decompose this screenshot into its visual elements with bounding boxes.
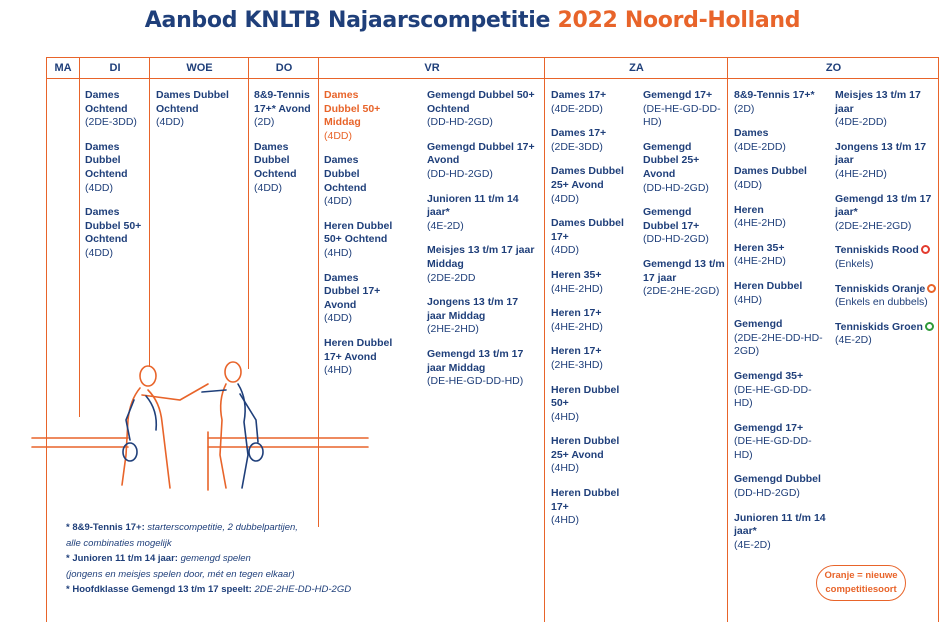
- competition-code: (4DE-2DD): [835, 116, 887, 129]
- competition-entry: [551, 384, 633, 425]
- competition-entry: [643, 206, 725, 247]
- competition-name: Meisjes 13 t/m 17 jaar Middag: [427, 244, 535, 270]
- footnote-text: gemengd spelen: [177, 553, 251, 564]
- competition-entry: [734, 280, 828, 307]
- competition-name: Meisjes 13 t/m 17 jaar: [835, 89, 921, 115]
- header-ma: MA: [54, 62, 72, 74]
- footnote-term: * Hoofdklasse Gemengd 13 t/m 17 speelt:: [66, 584, 252, 595]
- footnote-line: [66, 551, 351, 567]
- competition-name: Gemengd Dubbel 50+ Ochtend: [427, 89, 535, 115]
- header-di: DI: [109, 62, 121, 74]
- footnote-text: starterscompetitie, 2 dubbelpartijen,: [144, 522, 298, 533]
- competition-code: (4HD): [324, 364, 352, 377]
- competition-code: (2DE-2HE-DD-HD-2GD): [734, 331, 823, 358]
- competition-entry: [643, 258, 725, 299]
- competition-name: Gemengd 35+: [734, 369, 804, 382]
- competition-entry: [835, 244, 937, 271]
- header-vr: VR: [424, 62, 440, 74]
- green-ball-icon: [925, 322, 934, 331]
- competition-name: Dames Dubbel Ochtend: [324, 154, 367, 194]
- competition-entry: [835, 283, 937, 310]
- competition-code: (4HE-2HD): [734, 217, 786, 230]
- competition-entry: [551, 269, 633, 296]
- orange-ball-icon: [927, 284, 936, 293]
- divider-di-woe: [149, 57, 150, 367]
- competition-entry: [734, 127, 828, 154]
- competition-code: (4DD): [551, 244, 579, 257]
- competition-code: (2HE-2HD): [427, 323, 479, 336]
- competition-entry: [427, 89, 537, 130]
- competition-code: (Enkels): [835, 257, 874, 270]
- competition-name: Dames Dubbel Ochtend: [85, 140, 128, 180]
- competition-name: Dames Dubbel 50+ Ochtend: [85, 206, 142, 246]
- competition-name: Dames Dubbel 17+ Avond: [324, 271, 381, 311]
- competition-name: Heren Dubbel 50+: [551, 383, 620, 410]
- competition-name: Gemengd 13 t/m 17 jaar Middag: [427, 347, 524, 374]
- competition-entry: [734, 165, 828, 192]
- divider-vr-za: [544, 57, 545, 622]
- competition-entry: [734, 89, 828, 116]
- competition-name: Jongens 13 t/m 17 jaar: [835, 140, 927, 167]
- competition-name: Heren: [734, 203, 764, 216]
- competition-entry: [835, 89, 937, 130]
- footnote-term: * Junioren 11 t/m 14 jaar:: [66, 553, 178, 564]
- competition-code: (4HE-2HD): [734, 255, 786, 268]
- competition-entry: [254, 89, 317, 130]
- header-zo: ZO: [825, 62, 842, 74]
- competition-name: Dames Dubbel 50+ Middag: [324, 89, 381, 129]
- competition-entry: [734, 242, 828, 269]
- competition-name: Gemengd Dubbel 25+ Avond: [643, 140, 700, 180]
- footnote-line: [66, 536, 351, 552]
- competition-code: (2DE-3DD): [85, 116, 137, 129]
- competition-code: (DE-HE-GD-DD-HD): [643, 102, 721, 129]
- footnotes: [66, 520, 351, 598]
- competition-code: (4DD): [324, 129, 352, 142]
- footnote-text: (jongens en meisjes spelen door, mét en tegen elkaar): [66, 568, 295, 580]
- competition-entry: [835, 141, 937, 182]
- page-title: [0, 8, 945, 33]
- competition-name: Dames Dubbel 17+: [551, 217, 624, 243]
- divider-woe-do: [248, 57, 249, 369]
- competition-name: Dames: [734, 127, 769, 140]
- competition-name: Tenniskids Rood: [835, 244, 937, 258]
- competition-entry: [427, 296, 537, 337]
- header-divider: [46, 78, 939, 79]
- competition-code: (2D): [734, 102, 755, 115]
- legend-line2: competitiesoort: [825, 584, 897, 595]
- competition-code: (4HE-2HD): [551, 320, 603, 333]
- competition-name: Heren Dubbel: [734, 279, 803, 292]
- competition-entry: [85, 141, 147, 195]
- competition-entry: [427, 348, 537, 389]
- title-main: Aanbod KNLTB Najaarscompetitie: [144, 8, 558, 33]
- competition-name: Gemengd 13 t/m 17 jaar: [643, 257, 725, 284]
- footnote-text: alle combinaties mogelijk: [66, 537, 172, 549]
- tennis-players-illustration: [30, 360, 370, 510]
- competition-code: (DE-HE-GD-DD-HD): [427, 375, 524, 388]
- competition-code: (DD-HD-2GD): [427, 116, 493, 129]
- column-vr-right: [427, 89, 537, 400]
- competition-entry: [551, 307, 633, 334]
- column-zo-right: [835, 89, 937, 359]
- competition-code: (2DE-3DD): [551, 140, 603, 153]
- header-do: DO: [275, 62, 293, 74]
- column-do: [254, 89, 317, 206]
- competition-code: (4HD): [324, 246, 352, 259]
- competition-entry: [551, 435, 633, 476]
- competition-name: Heren 35+: [551, 268, 602, 281]
- competition-entry: [427, 244, 537, 285]
- competition-name: Junioren 11 t/m 14 jaar*: [427, 192, 519, 219]
- competition-name: Dames 17+: [551, 89, 607, 101]
- competition-code: (4DD): [85, 246, 113, 259]
- competition-entry: [85, 206, 147, 260]
- competition-code: (2DE-2DD: [427, 271, 476, 284]
- competition-code: (DE-HE-GD-DD-HD): [734, 383, 812, 410]
- legend-badge: [816, 565, 906, 601]
- competition-code: (2DE-2HE-2GD): [643, 285, 720, 298]
- competition-name: Gemengd Dubbel: [734, 473, 821, 486]
- competition-code: (DD-HD-2GD): [427, 167, 493, 180]
- competition-code: (Enkels en dubbels): [835, 296, 928, 309]
- competition-entry: [324, 89, 396, 143]
- competition-code: (4HE-2HD): [551, 282, 603, 295]
- competition-name: Gemengd Dubbel 17+: [643, 206, 700, 232]
- competition-code: (4E-2D): [427, 219, 464, 232]
- competition-name: Gemengd: [734, 318, 783, 331]
- competition-code: (4DD): [156, 116, 184, 129]
- competition-entry: [835, 193, 937, 234]
- competition-name: Heren Dubbel 25+ Avond: [551, 435, 620, 461]
- red-ball-icon: [921, 245, 930, 254]
- footnote-term: * 8&9-Tennis 17+:: [66, 522, 145, 533]
- title-region: 2022 Noord-Holland: [557, 8, 801, 33]
- competition-code: (4DE-2DD): [734, 140, 786, 153]
- column-vr-left: [324, 89, 396, 389]
- competition-name: Heren Dubbel 17+ Avond: [324, 336, 393, 363]
- competition-entry: [734, 473, 828, 500]
- competition-name: Dames Ochtend: [85, 89, 128, 115]
- competition-code: (4DD): [734, 178, 762, 191]
- competition-entry: [551, 217, 633, 258]
- competition-entry: [156, 89, 246, 130]
- competition-name: 8&9-Tennis 17+*: [734, 89, 815, 101]
- competition-code: (DD-HD-2GD): [643, 181, 709, 194]
- competition-entry: [734, 422, 828, 463]
- competition-name: Heren 17+: [551, 345, 602, 358]
- column-woe: [156, 89, 246, 141]
- competition-code: (4HD): [551, 514, 579, 527]
- header-woe: WOE: [186, 62, 213, 74]
- competition-code: (4HD): [734, 293, 762, 306]
- competition-entry: [551, 345, 633, 372]
- competition-code: (4DE-2DD): [551, 102, 603, 115]
- competition-code: (2HE-3HD): [551, 358, 603, 371]
- competition-name: 8&9-Tennis 17+* Avond: [254, 89, 311, 115]
- competition-name: Gemengd 17+: [643, 89, 713, 101]
- competition-code: (DE-HE-GD-DD-HD): [734, 435, 812, 461]
- competition-code: (2DE-2HE-2GD): [835, 219, 912, 232]
- column-za-left: [551, 89, 633, 539]
- footnote-line: [66, 520, 351, 536]
- column-di: [85, 89, 147, 272]
- footnote-line: [66, 582, 351, 598]
- competition-entry: [427, 141, 537, 182]
- competition-entry: [835, 321, 937, 348]
- competition-code: (4E-2D): [734, 538, 771, 551]
- competition-entry: [254, 141, 317, 195]
- competition-name: Dames 17+: [551, 127, 607, 140]
- legend-line1: Oranje = nieuwe: [824, 570, 898, 581]
- competition-entry: [324, 220, 396, 261]
- competition-name: Dames Dubbel 25+ Avond: [551, 165, 624, 191]
- competition-entry: [551, 487, 633, 528]
- competition-entry: [551, 89, 633, 116]
- competition-code: (DD-HD-2GD): [643, 233, 709, 246]
- footnote-line: [66, 567, 351, 583]
- competition-entry: [324, 272, 396, 326]
- competition-name: Gemengd 13 t/m 17 jaar*: [835, 192, 932, 219]
- competition-name: Gemengd 17+: [734, 421, 804, 434]
- competition-name: Dames Dubbel Ochtend: [156, 89, 229, 115]
- competition-code: (DD-HD-2GD): [734, 487, 800, 500]
- column-za-right: [643, 89, 725, 310]
- competition-entry: [85, 89, 147, 130]
- competition-entry: [643, 89, 725, 130]
- column-zo-left: [734, 89, 828, 563]
- competition-code: (4HD): [551, 410, 579, 423]
- competition-name: Jongens 13 t/m 17 jaar Middag: [427, 296, 519, 322]
- competition-name: Tenniskids Oranje: [835, 283, 937, 297]
- competition-name: Gemengd Dubbel 17+ Avond: [427, 140, 535, 167]
- competition-code: (4DD): [324, 195, 352, 208]
- competition-name: Heren 17+: [551, 307, 602, 320]
- competition-code: (2D): [254, 116, 275, 129]
- competition-code: (4DD): [254, 181, 282, 194]
- competition-entry: [551, 165, 633, 206]
- competition-entry: [324, 154, 396, 208]
- competition-name: Heren 35+: [734, 241, 785, 254]
- competition-entry: [734, 512, 828, 553]
- footnote-text: 2DE-2HE-DD-HD-2GD: [251, 584, 352, 595]
- competition-entry: [551, 127, 633, 154]
- competition-entry: [427, 193, 537, 234]
- competition-entry: [734, 370, 828, 411]
- competition-name: Dames Dubbel Ochtend: [254, 140, 297, 180]
- competition-entry: [643, 141, 725, 195]
- competition-name: Heren Dubbel 17+: [551, 487, 620, 513]
- competition-name: Junioren 11 t/m 14 jaar*: [734, 511, 826, 538]
- competition-entry: [734, 204, 828, 231]
- competition-code: (4DD): [85, 181, 113, 194]
- competition-entry: [734, 318, 828, 359]
- competition-name: Tenniskids Groen: [835, 321, 937, 335]
- competition-name: Dames Dubbel: [734, 165, 807, 178]
- competition-code: (4HE-2HD): [835, 167, 887, 180]
- competition-code: (4DD): [551, 192, 579, 205]
- header-za: ZA: [629, 62, 644, 74]
- competition-name: Heren Dubbel 50+ Ochtend: [324, 219, 393, 246]
- competition-code: (4E-2D): [835, 334, 872, 347]
- competition-code: (4DD): [324, 312, 352, 325]
- competition-code: (4HD): [551, 462, 579, 475]
- divider-za-zo: [727, 57, 728, 622]
